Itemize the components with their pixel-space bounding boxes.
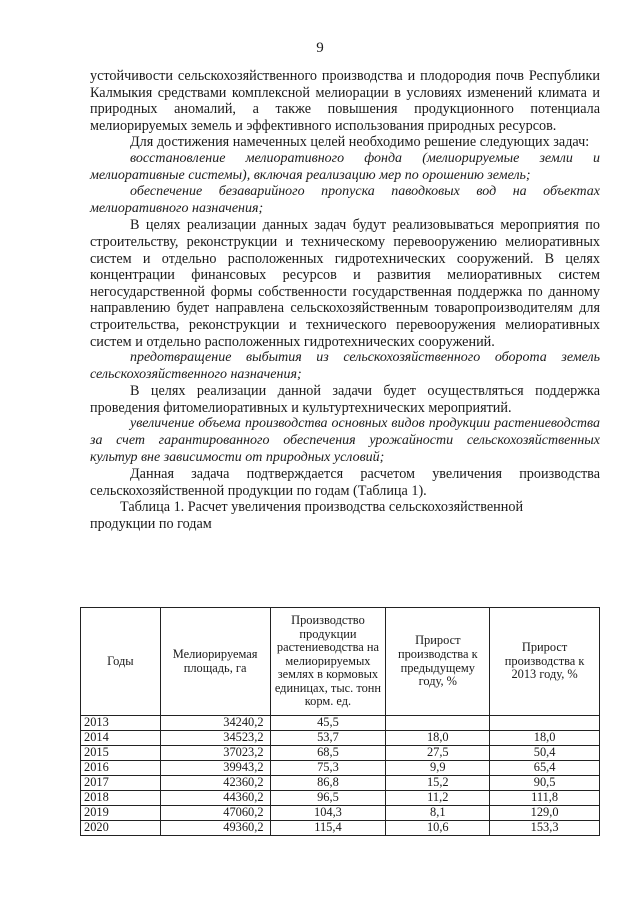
cell-growth-prev [386, 716, 490, 731]
paragraph: Данная задача подтверждается расчетом увеличения производства сельскохозяйственной продукции по годам (Таблица 1). [90, 466, 600, 499]
cell-area: 34240,2 [160, 716, 270, 731]
cell-year: 2013 [81, 716, 161, 731]
cell-year: 2015 [81, 746, 161, 761]
cell-growth-prev: 18,0 [386, 731, 490, 746]
cell-area: 42360,2 [160, 776, 270, 791]
cell-production: 86,8 [270, 776, 386, 791]
task-item: увеличение объема производства основных видов продукции растениеводства за счет гарантированного обеспечения урожайности сельскохозяйственных культур вне зависимости от природных условий; [90, 416, 600, 465]
cell-area: 39943,2 [160, 761, 270, 776]
table-row [81, 761, 600, 776]
cell-year: 2019 [81, 806, 161, 821]
paragraph: устойчивости сельскохозяйственного производства и плодородия почв Республики Калмыкия средствами комплексной мелиорации в условиях изменений климата и природных аномалий, а также повышения продукционного потенциала мелиорируемых земель и эффективного использования природных ресурсов. [90, 68, 600, 134]
paragraph: В целях реализации данных задач будут реализовываться мероприятия по строительству, реконструкции и техническому перевооружению мелиоративных систем и отдельно расположенных гидротехнических сооружений. В целях концентрации финансовых ресурсов и развития мелиоративных систем негосударственной формы собственности государственная поддержка по данному направлению будет направлена сельскохозяйственным товаропроизводителям для строительства, реконструкции и технического перевооружения мелиоративных систем и отдельно расположенных гидротехнических сооружений. [90, 217, 600, 350]
cell-year: 2016 [81, 761, 161, 776]
cell-production: 53,7 [270, 731, 386, 746]
cell-growth-2013: 18,0 [490, 731, 600, 746]
table-row [81, 821, 600, 836]
cell-growth-2013: 65,4 [490, 761, 600, 776]
cell-area: 37023,2 [160, 746, 270, 761]
cell-area: 49360,2 [160, 821, 270, 836]
production-table [80, 607, 600, 836]
table-row [81, 776, 600, 791]
cell-production: 115,4 [270, 821, 386, 836]
header-production: Производство продукции растениеводства на мелиорируемых землях в кормовых единицах, тыс. тонн корм. ед. [270, 608, 386, 716]
cell-year: 2017 [81, 776, 161, 791]
table-row [81, 791, 600, 806]
header-years: Годы [81, 608, 161, 716]
table-row [81, 806, 600, 821]
task-item: восстановление мелиоративного фонда (мелиорируемые земли и мелиоративные системы), включая реализацию мер по орошению земель; [90, 150, 600, 183]
cell-growth-prev: 10,6 [386, 821, 490, 836]
cell-production: 104,3 [270, 806, 386, 821]
header-area: Мелиорируемая площадь, га [160, 608, 270, 716]
cell-year: 2018 [81, 791, 161, 806]
cell-growth-2013: 90,5 [490, 776, 600, 791]
cell-growth-prev: 8,1 [386, 806, 490, 821]
cell-growth-2013: 129,0 [490, 806, 600, 821]
table-row [81, 746, 600, 761]
cell-year: 2014 [81, 731, 161, 746]
cell-production: 45,5 [270, 716, 386, 731]
cell-production: 68,5 [270, 746, 386, 761]
paragraph: Для достижения намеченных целей необходимо решение следующих задач: [130, 134, 590, 151]
body-text [90, 68, 600, 533]
cell-year: 2020 [81, 821, 161, 836]
table-caption-continued: продукции по годам [90, 516, 212, 533]
cell-area: 34523,2 [160, 731, 270, 746]
table-row [81, 716, 600, 731]
table-row [81, 731, 600, 746]
cell-growth-prev: 9,9 [386, 761, 490, 776]
cell-growth-2013: 50,4 [490, 746, 600, 761]
cell-production: 75,3 [270, 761, 386, 776]
page-number: 9 [316, 40, 324, 56]
header-growth-prev: Прирост производства к предыдущему году, % [386, 608, 490, 716]
task-item: предотвращение выбытия из сельскохозяйственного оборота земель сельскохозяйственного назначения; [90, 350, 600, 382]
task-item: обеспечение безаварийного пропуска паводковых вод на объектах мелиоративного назначения; [90, 184, 600, 216]
cell-area: 44360,2 [160, 791, 270, 806]
cell-growth-2013: 153,3 [490, 821, 600, 836]
header-growth-2013: Прирост производства к 2013 году, % [490, 608, 600, 716]
cell-growth-prev: 27,5 [386, 746, 490, 761]
table-header-row [81, 608, 600, 716]
cell-production: 96,5 [270, 791, 386, 806]
table-caption: Таблица 1. Расчет увеличения производства сельскохозяйственной [120, 499, 524, 516]
cell-area: 47060,2 [160, 806, 270, 821]
cell-growth-2013 [490, 716, 600, 731]
cell-growth-prev: 11,2 [386, 791, 490, 806]
cell-growth-2013: 111,8 [490, 791, 600, 806]
cell-growth-prev: 15,2 [386, 776, 490, 791]
paragraph: В целях реализации данной задачи будет осуществляться поддержка проведения фитомелиоративных и культуртехнических мероприятий. [90, 383, 600, 416]
